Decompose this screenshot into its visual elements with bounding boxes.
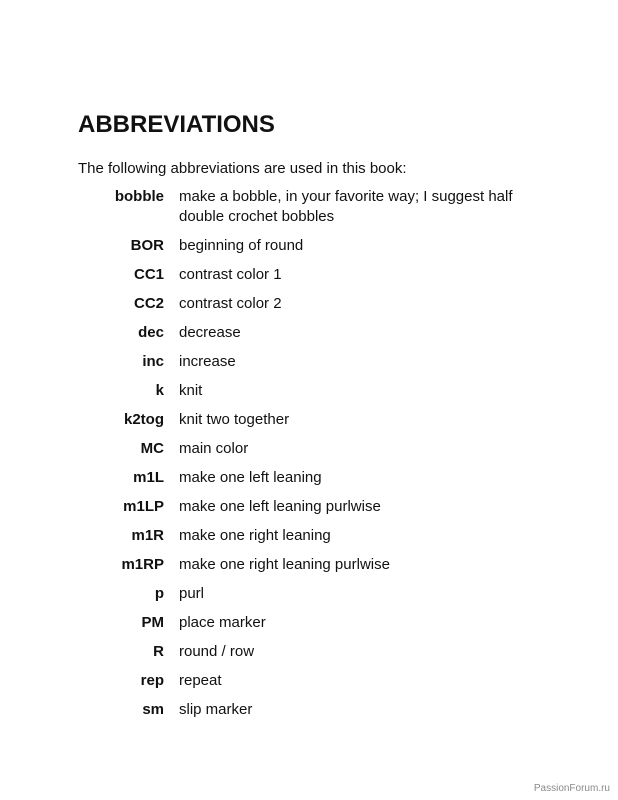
abbreviation-term: rep: [140, 671, 164, 689]
abbreviation-definition: main color: [179, 439, 249, 457]
abbreviation-term: k: [155, 381, 164, 399]
abbreviation-term: m1R: [131, 526, 164, 544]
abbreviation-term: m1LP: [123, 497, 164, 515]
abbreviation-term: p: [154, 584, 164, 602]
abbreviation-definition: round / row: [179, 642, 255, 660]
abbreviation-row: [78, 642, 548, 662]
abbreviation-definition: repeat: [179, 671, 222, 689]
abbreviation-row: [78, 613, 548, 633]
abbreviation-term: m1RP: [121, 555, 164, 573]
abbreviation-definition: knit two together: [179, 410, 290, 428]
abbreviation-definition: make a bobble, in your favorite way; I suggest half double crochet bobbles: [179, 188, 513, 225]
abbreviation-list: [78, 187, 548, 729]
abbreviation-definition: contrast color 1: [179, 265, 282, 283]
abbreviation-row: [78, 236, 548, 256]
bleed-through-texture: [150, 0, 590, 74]
abbreviation-term: BOR: [130, 236, 164, 254]
abbreviation-row: [78, 584, 548, 604]
abbreviation-term: dec: [138, 323, 164, 341]
abbreviation-term: CC2: [133, 294, 164, 312]
abbreviation-term: inc: [142, 352, 164, 370]
abbreviation-definition: make one left leaning: [179, 468, 322, 486]
abbreviation-definition: knit: [179, 381, 203, 399]
watermark: PassionForum.ru: [533, 783, 610, 794]
abbreviation-definition: decrease: [179, 323, 241, 341]
abbreviation-row: [78, 187, 548, 226]
abbreviation-row: [78, 323, 548, 343]
abbreviation-row: [78, 381, 548, 401]
abbreviation-term: MC: [140, 439, 164, 457]
abbreviation-definition: purl: [179, 584, 205, 602]
abbreviation-definition: increase: [179, 352, 236, 370]
page-title: ABBREVIATIONS: [78, 111, 275, 138]
abbreviation-definition: make one right leaning: [179, 526, 331, 544]
abbreviation-term: PM: [141, 613, 164, 631]
abbreviation-row: [78, 294, 548, 314]
abbreviation-term: m1L: [133, 468, 164, 486]
abbreviation-term: k2tog: [123, 410, 164, 428]
abbreviation-row: [78, 671, 548, 691]
abbreviation-definition: contrast color 2: [179, 294, 282, 312]
abbreviation-row: [78, 700, 548, 720]
abbreviation-term: sm: [142, 700, 164, 718]
abbreviation-term: CC1: [133, 265, 164, 283]
abbreviation-definition: beginning of round: [179, 236, 304, 254]
abbreviation-row: [78, 555, 548, 575]
abbreviation-definition: make one right leaning purlwise: [179, 555, 390, 573]
abbreviation-row: [78, 352, 548, 372]
abbreviation-row: [78, 526, 548, 546]
abbreviation-row: [78, 439, 548, 459]
abbreviation-definition: slip marker: [179, 700, 253, 718]
intro-text: The following abbreviations are used in this book:: [78, 160, 407, 177]
abbreviation-row: [78, 265, 548, 285]
abbreviation-row: [78, 468, 548, 488]
abbreviation-row: [78, 497, 548, 517]
abbreviation-row: [78, 410, 548, 430]
abbreviation-definition: place marker: [179, 613, 266, 631]
abbreviation-term: R: [153, 642, 164, 660]
abbreviation-term: bobble: [114, 188, 164, 205]
abbreviation-definition: make one left leaning purlwise: [179, 497, 381, 515]
